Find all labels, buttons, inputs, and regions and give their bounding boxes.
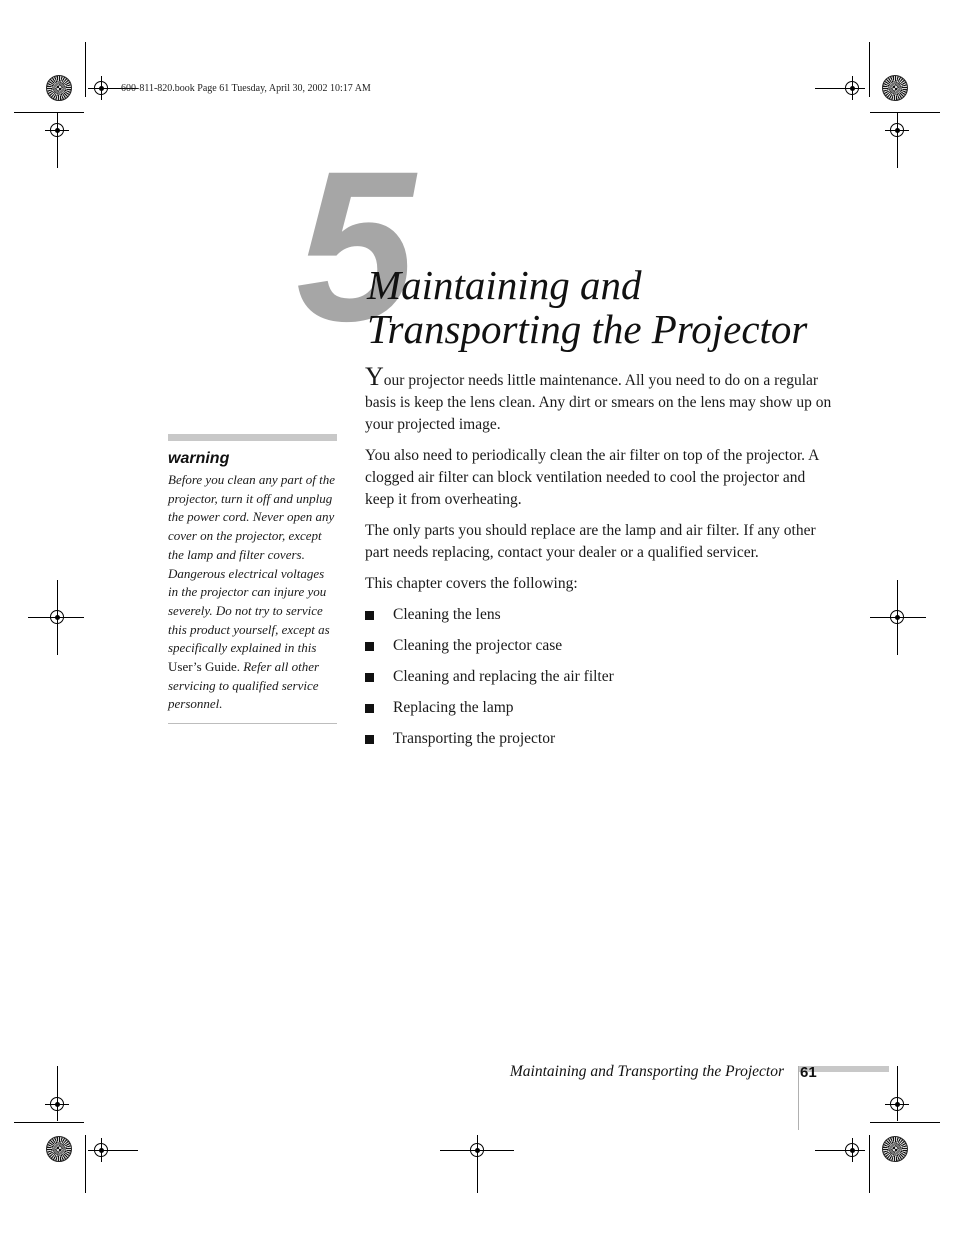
- footer-divider: [798, 1066, 799, 1130]
- registration-starburst-icon: [882, 75, 908, 101]
- crop-mark-line: [869, 42, 870, 97]
- list-item-label: Transporting the projector: [393, 730, 556, 747]
- square-bullet-icon: [365, 704, 374, 713]
- square-bullet-icon: [365, 735, 374, 744]
- crop-mark-line: [85, 42, 86, 97]
- drop-cap: Y: [365, 362, 384, 391]
- list-item: [365, 635, 835, 657]
- running-footer-title: Maintaining and Transporting the Projector: [509, 1063, 784, 1080]
- list-item: [365, 604, 835, 626]
- square-bullet-icon: [365, 673, 374, 682]
- crop-mark-line: [14, 1122, 84, 1123]
- crop-mark-line: [870, 112, 940, 113]
- registration-target-icon: [50, 1097, 64, 1111]
- registration-target-icon: [94, 1143, 108, 1157]
- registration-target-icon: [50, 610, 64, 624]
- intro-paragraph: [365, 362, 835, 436]
- warning-sidebar: [168, 434, 337, 724]
- print-header: 600-811-820.book Page 61 Tuesday, April 30, 2002 10:17 AM: [121, 83, 371, 94]
- warning-text: [168, 471, 337, 724]
- registration-starburst-icon: [882, 1136, 908, 1162]
- chapter-title: [367, 263, 807, 351]
- chapter-title-line-2: Transporting the Projector: [367, 306, 808, 352]
- list-item-label: Cleaning and replacing the air filter: [393, 668, 614, 685]
- paragraph-replace-parts: The only parts you should replace are the lamp and air filter. If any other part needs replacing, contact your dealer or a qualified servicer.: [365, 522, 816, 561]
- warning-text-guide-name: User’s Guide.: [168, 659, 240, 675]
- registration-target-icon: [50, 123, 64, 137]
- crop-mark-line: [870, 1122, 940, 1123]
- registration-target-icon: [470, 1143, 484, 1157]
- list-item: [365, 728, 835, 750]
- paragraph-air-filter: You also need to periodically clean the air filter on top of the projector. A clogged air filter can block ventilation needed to cool the projector and keep it from overheating.: [365, 447, 819, 508]
- registration-target-icon: [94, 81, 108, 95]
- registration-target-icon: [845, 1143, 859, 1157]
- list-item-label: Replacing the lamp: [393, 699, 514, 716]
- registration-target-icon: [845, 81, 859, 95]
- chapter-body: [365, 362, 835, 759]
- warning-text-part-2: Refer all other servicing to qualified service personnel.: [168, 659, 320, 712]
- crop-mark-line: [85, 1135, 86, 1193]
- crop-mark-line: [869, 1135, 870, 1193]
- registration-target-icon: [890, 123, 904, 137]
- list-item: [365, 666, 835, 688]
- registration-starburst-icon: [46, 75, 72, 101]
- list-item-label: Cleaning the projector case: [393, 637, 563, 654]
- crop-mark-line: [14, 112, 84, 113]
- list-item: [365, 697, 835, 719]
- paragraph-chapter-covers: This chapter covers the following:: [365, 575, 578, 592]
- square-bullet-icon: [365, 611, 374, 620]
- list-item-label: Cleaning the lens: [393, 606, 501, 623]
- chapter-title-line-1: Maintaining and: [367, 262, 642, 308]
- registration-target-icon: [890, 1097, 904, 1111]
- warning-text-part-1: Before you clean any part of the projector, turn it off and unplug the power cord. Never open any cover on the projector, except the lamp and filter covers. Dangerous electrical voltages in the projector can injure you severely. Do not try to service this product yourself, except as specifically explained in this: [168, 472, 336, 656]
- chapter-number: 5: [296, 127, 410, 366]
- page-number: 61: [800, 1064, 817, 1081]
- registration-starburst-icon: [46, 1136, 72, 1162]
- intro-paragraph-text: our projector needs little maintenance. All you need to do on a regular basis is keep the lens clean. Any dirt or smears on the lens may show up on your projected image.: [365, 372, 832, 433]
- warning-title: warning: [168, 450, 230, 467]
- registration-target-icon: [890, 610, 904, 624]
- warning-rule: [168, 434, 337, 441]
- square-bullet-icon: [365, 642, 374, 651]
- topic-list: [365, 604, 835, 750]
